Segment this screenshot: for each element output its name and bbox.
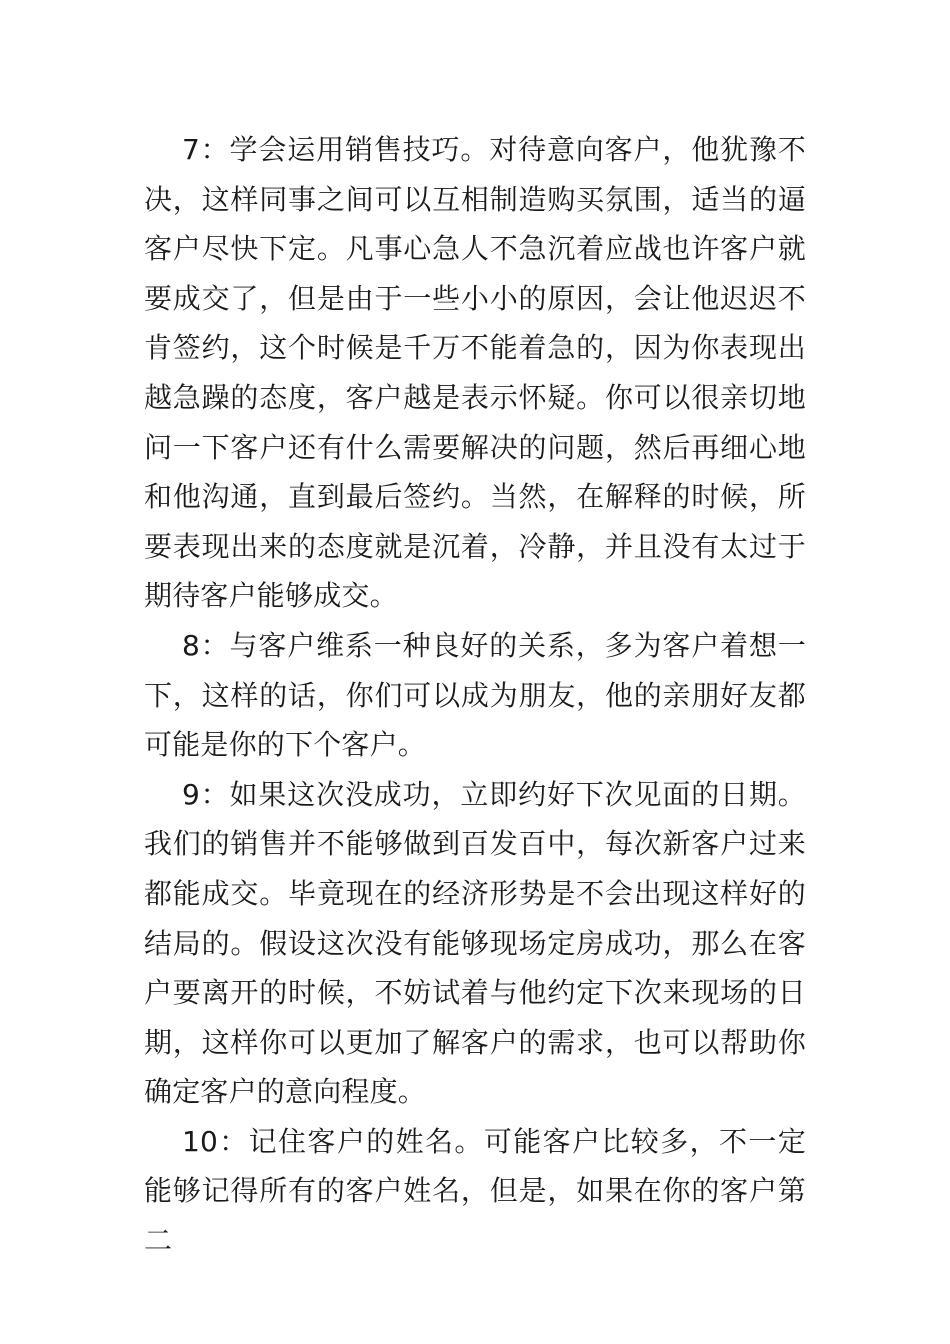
paragraph-7: 7：学会运用销售技巧。对待意向客户，他犹豫不决，这样同事之间可以互相制造购买氛围，适当的逼客户尽快下定。凡事心急人不急沉着应战也许客户就要成交了，但是由于一些小小的原因，会让他迟迟不肯签约，这个时候是千万不能着急的，因为你表现出越急躁的态度，客户越是表示怀疑。你可以很亲切地问一下客户还有什么需要解决的问题，然后再细心地和他沟通，直到最后签约。当然，在解释的时候，所要表现出来的态度就是沉着，冷静，并且没有太过于期待客户能够成交。 <box>144 133 806 613</box>
paragraph-10: 10：记住客户的姓名。可能客户比较多，不一定能够记得所有的客户姓名，但是，如果在你的客户第二 <box>144 1124 806 1258</box>
paragraph-9: 9：如果这次没成功，立即约好下次见面的日期。我们的销售并不能够做到百发百中，每次新客户过来都能成交。毕竟现在的经济形势是不会出现这样好的结局的。假设这次没有能够现场定房成功，那么在客户要离开的时候，不妨试着与他约定下次来现场的日期，这样你可以更加了解客户的需求，也可以帮助你确定客户的意向程度。 <box>144 777 806 1109</box>
paragraph-8: 8：与客户维系一种良好的关系，多为客户着想一下，这样的话，你们可以成为朋友，他的亲朋好友都可能是你的下个客户。 <box>144 628 806 762</box>
document-body <box>144 125 806 1266</box>
